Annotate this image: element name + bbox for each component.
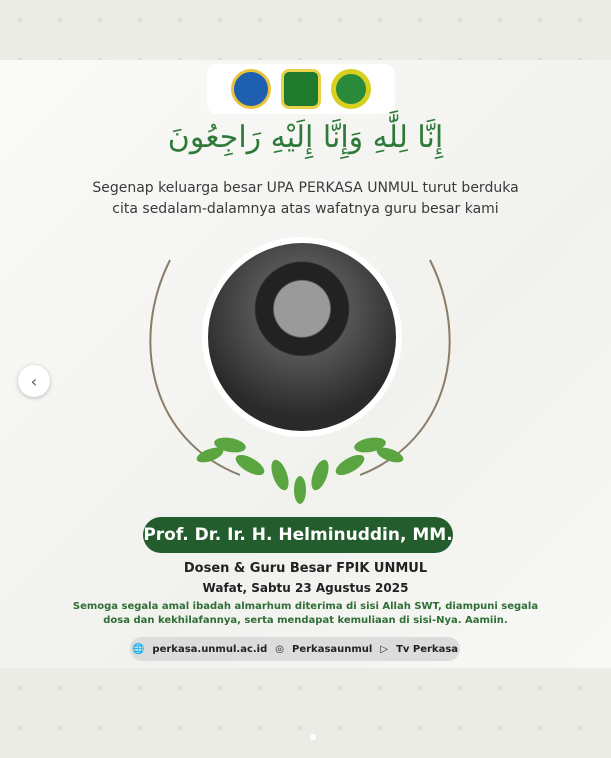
unmul-logo	[281, 69, 321, 109]
prayer-text	[0, 600, 611, 628]
intro-line: cita sedalam-dalamnya atas wafatnya guru besar kami	[112, 201, 499, 217]
contact-bar	[130, 637, 460, 661]
perkasa-logo	[331, 69, 371, 109]
intro-line: Segenap keluarga besar UPA PERKASA UNMUL turut berduka	[92, 180, 519, 196]
deceased-name: Prof. Dr. Ir. H. Helminuddin, MM.	[143, 517, 453, 553]
logo-bar	[207, 64, 395, 114]
prayer-line: dosa dan kekhilafannya, serta mendapat kemuliaan di sisi-Nya. Aamiin.	[103, 615, 508, 626]
date-of-death: Wafat, Sabtu 23 Agustus 2025	[202, 581, 409, 595]
instagram-handle: Perkasaunmul	[292, 643, 373, 655]
carousel-dot	[310, 734, 316, 740]
condolence-intro	[0, 178, 611, 220]
carousel-prev-button[interactable]	[18, 365, 50, 397]
background-pattern-bottom	[0, 668, 611, 758]
position-title: Dosen & Guru Besar FPIK UNMUL	[183, 561, 428, 576]
chevron-left-icon: ‹	[30, 371, 38, 391]
prayer-line: Semoga segala amal ibadah almarhum diterima di sisi Allah SWT, diampuni segala	[72, 601, 539, 612]
youtube-channel: Tv Perkasa	[396, 643, 459, 655]
globe-icon: 🌐	[131, 643, 145, 655]
instagram-icon: ◎	[275, 643, 284, 655]
website-text: perkasa.unmul.ac.id	[152, 643, 268, 655]
kemendikbud-logo	[231, 69, 271, 109]
youtube-icon: ▷	[380, 643, 389, 655]
background-pattern-top	[0, 0, 611, 60]
portrait-photo	[202, 237, 402, 437]
arabic-calligraphy: إِنَّا لِلَّٰهِ وَإِنَّا إِلَيْهِ رَاجِعُونَ	[167, 120, 444, 155]
